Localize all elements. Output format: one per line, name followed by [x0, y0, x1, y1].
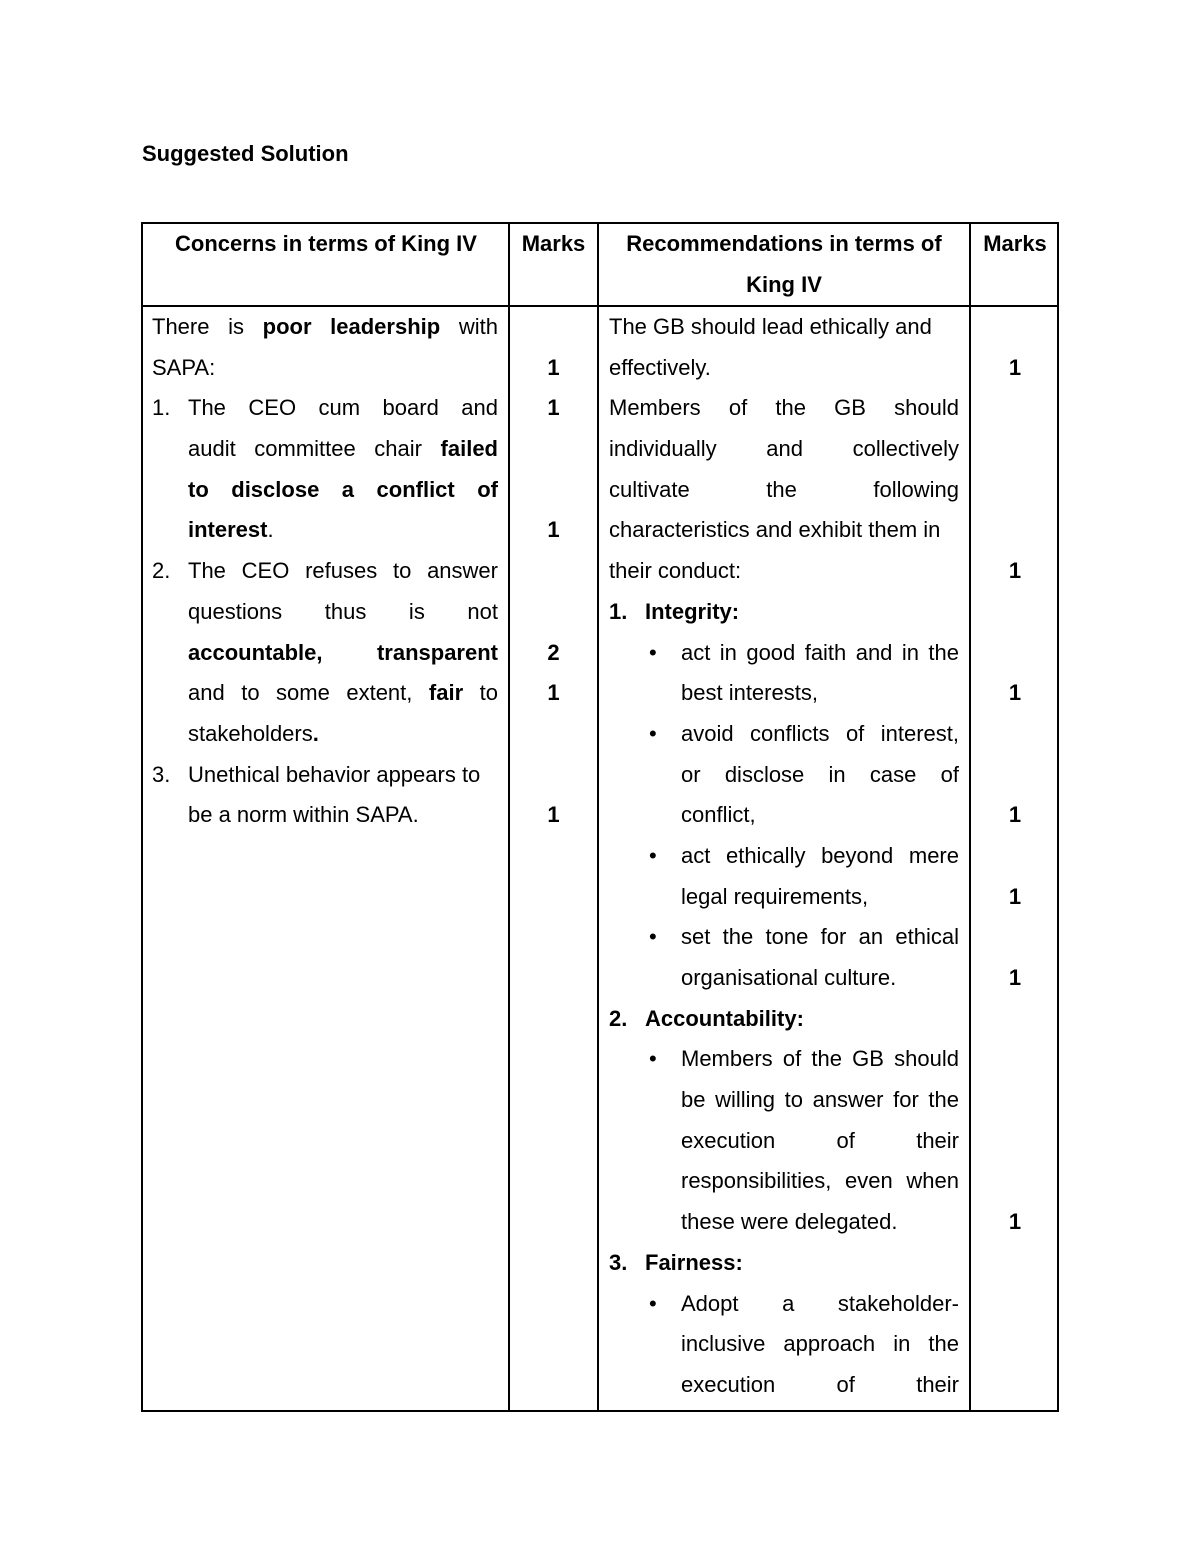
mark-value: 1	[547, 680, 560, 706]
list-item-text: stakeholders.	[188, 720, 319, 746]
header-marks: Marks	[983, 231, 1047, 256]
list-item-text: audit committee chair failed	[188, 436, 498, 462]
header-recommendations-line2: King IV	[746, 271, 822, 297]
bullet-text: conflict,	[681, 802, 756, 828]
mark-value: 1	[547, 517, 560, 543]
bullet-text: organisational culture.	[681, 965, 897, 990]
mark-value: 1	[1008, 354, 1022, 380]
list-item-text: be a norm within SAPA.	[188, 802, 419, 828]
mark-value: 1	[547, 354, 560, 380]
list-item-text: interest.	[188, 517, 274, 543]
recommendation-text: individually and collectively	[609, 436, 959, 462]
marks-column-right	[971, 307, 1059, 1243]
page-title: Suggested Solution	[142, 141, 349, 166]
bullet-icon: •	[649, 924, 657, 950]
solution-table	[141, 222, 1059, 1412]
mark-value: 1	[1008, 1209, 1022, 1235]
bullet-icon: •	[649, 639, 657, 665]
recommendation-text: Members of the GB should	[609, 395, 959, 421]
list-item-text: to disclose a conflict of	[188, 476, 498, 502]
header-recommendations-line1: Recommendations in terms of	[626, 231, 942, 256]
mark-value: 1	[1008, 802, 1022, 828]
bullet-text: execution of their	[681, 1371, 959, 1397]
mark-value: 1	[1008, 680, 1022, 706]
bullet-text: these were delegated.	[681, 1209, 898, 1235]
concerns-column	[152, 307, 498, 836]
bullet-item: • act ethically beyond mere	[609, 836, 959, 877]
header-recommendations	[599, 224, 969, 305]
mark-value: 1	[1008, 883, 1022, 909]
bullet-icon: •	[649, 720, 657, 746]
bullet-item: • act in good faith and in the	[609, 633, 959, 674]
recommendations-column	[609, 307, 959, 1406]
bullet-text: or disclose in case of	[681, 761, 959, 787]
list-item-text: accountable, transparent	[188, 639, 498, 665]
bullet-icon: •	[649, 1290, 657, 1316]
section-heading: 1. Integrity:	[609, 598, 740, 624]
header-marks: Marks	[521, 231, 586, 256]
marks-column-left	[510, 307, 597, 836]
section-heading: 2. Accountability:	[609, 1005, 804, 1031]
bullet-item: • Adopt a stakeholder-	[609, 1284, 959, 1325]
bullet-text: best interests,	[681, 680, 818, 706]
mark-value: 1	[1008, 965, 1022, 990]
bullet-item: • avoid conflicts of interest,	[609, 714, 959, 755]
bullet-item: • Members of the GB should	[609, 1039, 959, 1080]
recommendation-text: effectively.	[609, 354, 711, 380]
list-item: 1. The CEO cum board and	[152, 395, 498, 421]
recommendation-text: characteristics and exhibit them in	[609, 517, 941, 543]
recommendation-text: cultivate the following	[609, 476, 959, 502]
bullet-icon: •	[649, 842, 657, 868]
mark-value: 2	[547, 639, 560, 665]
list-item-text: and to some extent, fair to	[188, 680, 498, 706]
list-item: 3. Unethical behavior appears to	[152, 761, 481, 787]
bullet-text: inclusive approach in the	[681, 1331, 959, 1357]
bullet-text: execution of their	[681, 1127, 959, 1153]
list-item: 2. The CEO refuses to answer	[152, 558, 498, 584]
column-divider	[597, 224, 599, 1410]
mark-value: 1	[547, 802, 560, 828]
bullet-item: • set the tone for an ethical	[609, 917, 959, 958]
header-concerns: Concerns in terms of King IV	[175, 231, 477, 256]
concerns-intro: There is poor leadership with	[152, 314, 498, 339]
concerns-intro: SAPA:	[152, 354, 216, 380]
bullet-text: legal requirements,	[681, 883, 869, 909]
bullet-icon: •	[649, 1046, 657, 1072]
mark-value: 1	[1008, 558, 1022, 584]
section-heading: 3. Fairness:	[609, 1249, 743, 1275]
bullet-text: be willing to answer for the	[681, 1087, 959, 1113]
recommendation-text: their conduct:	[609, 558, 742, 584]
bullet-text: responsibilities, even when	[681, 1168, 959, 1194]
list-item-text: questions thus is not	[188, 598, 498, 624]
mark-value: 1	[547, 395, 560, 421]
recommendation-text: The GB should lead ethically and	[609, 314, 932, 339]
